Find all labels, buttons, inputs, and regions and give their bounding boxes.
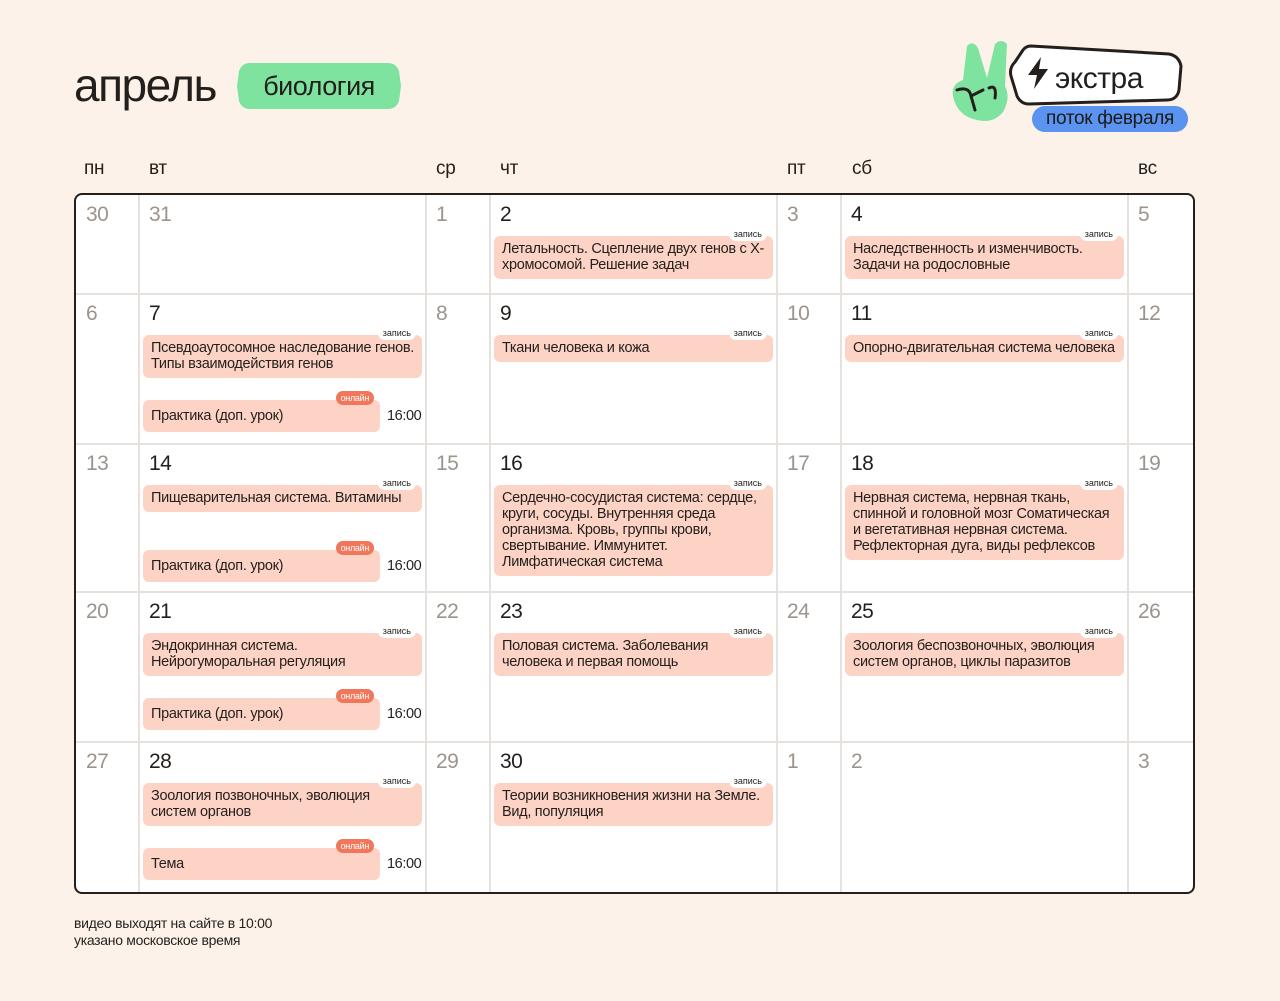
practice-card[interactable]	[143, 691, 380, 730]
day-cell-mon	[76, 592, 139, 742]
record-badge: запись	[729, 624, 767, 638]
lesson-title: Эндокринная система. Нейрогуморальная регуляция	[151, 638, 346, 670]
lesson-card[interactable]	[494, 776, 773, 826]
brand-logo	[945, 38, 1195, 138]
online-badge: онлайн	[336, 391, 374, 405]
subject-badge	[236, 62, 402, 110]
day-cell-mon	[76, 195, 139, 294]
day-number: 18	[851, 452, 874, 475]
day-number: 10	[787, 302, 810, 325]
practice-title: Практика (доп. урок)	[151, 706, 284, 722]
footer-line-video: видео выходят на сайте в 10:00	[74, 915, 273, 931]
record-badge: запись	[378, 774, 416, 788]
subject-label: биология	[263, 70, 375, 101]
online-badge: онлайн	[336, 689, 374, 703]
day-cell-wed	[426, 592, 490, 742]
day-number: 20	[86, 600, 109, 623]
day-number: 17	[787, 452, 810, 475]
day-cell-wed	[426, 742, 490, 892]
day-cell-tue	[139, 592, 426, 742]
lesson-card[interactable]	[845, 328, 1124, 362]
day-number: 7	[149, 302, 161, 325]
day-number: 3	[1138, 750, 1150, 773]
day-cell-tue	[139, 444, 426, 592]
day-number: 28	[149, 750, 172, 773]
lesson-card[interactable]	[845, 478, 1124, 560]
day-cell-sat	[841, 742, 1128, 892]
day-number: 12	[1138, 302, 1161, 325]
day-cell-sat	[841, 592, 1128, 742]
day-number: 14	[149, 452, 172, 475]
online-badge: онлайн	[336, 541, 374, 555]
day-cell-tue	[139, 742, 426, 892]
footer-line-timezone: указано московское время	[74, 932, 241, 948]
day-number: 8	[436, 302, 448, 325]
weekday-wed: ср	[436, 158, 456, 179]
day-number: 1	[436, 203, 448, 226]
lightning-icon	[1025, 56, 1051, 90]
lesson-card[interactable]	[494, 229, 773, 279]
day-cell-fri	[777, 742, 841, 892]
day-cell-wed	[426, 294, 490, 444]
day-cell-sun	[1128, 444, 1193, 592]
lesson-card[interactable]	[143, 328, 422, 378]
lesson-card[interactable]	[143, 626, 422, 676]
day-cell-sun	[1128, 592, 1193, 742]
record-badge: запись	[1080, 326, 1118, 340]
practice-title: Практика (доп. урок)	[151, 558, 284, 574]
record-badge: запись	[729, 476, 767, 490]
day-cell-fri	[777, 592, 841, 742]
day-number: 24	[787, 600, 810, 623]
lesson-title: Зоология позвоночных, эволюция систем органов	[151, 788, 370, 820]
online-badge: онлайн	[336, 839, 374, 853]
lesson-title: Опорно-двигательная система человека	[853, 340, 1115, 356]
weekday-sat: сб	[852, 158, 872, 179]
weekday-mon: пн	[84, 158, 105, 179]
day-cell-sun	[1128, 195, 1193, 294]
day-number: 23	[500, 600, 523, 623]
lesson-title: Наследственность и изменчивость. Задачи на родословные	[853, 241, 1083, 273]
day-number: 26	[1138, 600, 1161, 623]
day-cell-fri	[777, 294, 841, 444]
day-number: 29	[436, 750, 459, 773]
lesson-title: Летальность. Сцепление двух генов с X-хромосомой. Решение задач	[502, 241, 765, 273]
day-number: 3	[787, 203, 799, 226]
day-number: 5	[1138, 203, 1150, 226]
day-cell-sun	[1128, 742, 1193, 892]
day-number: 15	[436, 452, 459, 475]
lesson-card[interactable]	[845, 626, 1124, 676]
day-number: 4	[851, 203, 863, 226]
record-badge: запись	[378, 476, 416, 490]
practice-card[interactable]	[143, 841, 380, 880]
day-cell-thu	[490, 195, 777, 294]
record-badge: запись	[1080, 227, 1118, 241]
day-number: 30	[86, 203, 109, 226]
practice-card[interactable]	[143, 543, 380, 582]
practice-title: Практика (доп. урок)	[151, 408, 284, 424]
practice-time: 16:00	[387, 856, 422, 872]
weekday-tue: вт	[149, 158, 167, 179]
record-badge: запись	[729, 227, 767, 241]
day-number: 30	[500, 750, 523, 773]
lesson-card[interactable]	[143, 478, 422, 512]
day-number: 13	[86, 452, 109, 475]
day-number: 1	[787, 750, 799, 773]
day-cell-thu	[490, 742, 777, 892]
lesson-card[interactable]	[494, 626, 773, 676]
lesson-card[interactable]	[845, 229, 1124, 279]
lesson-title: Половая система. Заболевания человека и первая помощь	[502, 638, 709, 670]
day-cell-fri	[777, 195, 841, 294]
day-cell-wed	[426, 444, 490, 592]
day-cell-sat	[841, 294, 1128, 444]
day-number: 9	[500, 302, 512, 325]
lesson-title: Пищеварительная система. Витамины	[151, 490, 402, 506]
lesson-title: Нервная система, нервная ткань, спинной и головной мозг Соматическая и вегетативная нервная система. Рефлекторная дуга, виды рефлексов	[853, 490, 1110, 554]
stream-pill: поток февраля	[1032, 106, 1188, 132]
day-cell-sun	[1128, 294, 1193, 444]
day-number: 31	[149, 203, 172, 226]
record-badge: запись	[729, 326, 767, 340]
lesson-card[interactable]	[494, 328, 773, 362]
practice-time: 16:00	[387, 408, 422, 424]
lesson-title: Зоология беспозвоночных, эволюция систем органов, циклы паразитов	[853, 638, 1095, 670]
weekday-sun: вс	[1138, 158, 1157, 179]
month-title: апрель	[74, 59, 216, 111]
day-number: 6	[86, 302, 98, 325]
day-number: 19	[1138, 452, 1161, 475]
record-badge: запись	[1080, 624, 1118, 638]
day-number: 2	[851, 750, 863, 773]
day-cell-thu	[490, 294, 777, 444]
day-number: 27	[86, 750, 109, 773]
weekday-thu: чт	[500, 158, 519, 179]
day-number: 21	[149, 600, 172, 623]
practice-title: Тема	[151, 856, 184, 872]
day-cell-thu	[490, 444, 777, 592]
day-cell-tue	[139, 294, 426, 444]
day-number: 25	[851, 600, 874, 623]
day-cell-mon	[76, 444, 139, 592]
day-cell-mon	[76, 742, 139, 892]
day-number: 2	[500, 203, 512, 226]
lesson-card[interactable]	[494, 478, 773, 576]
day-cell-fri	[777, 444, 841, 592]
day-number: 22	[436, 600, 459, 623]
record-badge: запись	[1080, 476, 1118, 490]
lesson-title: Псевдоаутосомное наследование генов. Типы взаимодействия генов	[151, 340, 415, 372]
day-cell-sat	[841, 444, 1128, 592]
day-cell-thu	[490, 592, 777, 742]
practice-card[interactable]	[143, 393, 380, 432]
practice-time: 16:00	[387, 558, 422, 574]
day-cell-sat	[841, 195, 1128, 294]
day-cell-wed	[426, 195, 490, 294]
logo-title: экстра	[1055, 62, 1143, 95]
practice-time: 16:00	[387, 706, 422, 722]
record-badge: запись	[729, 774, 767, 788]
record-badge: запись	[378, 326, 416, 340]
lesson-title: Теории возникновения жизни на Земле. Вид, популяция	[502, 788, 760, 820]
day-number: 11	[851, 302, 872, 325]
day-cell-tue	[139, 195, 426, 294]
calendar-grid	[74, 193, 1195, 894]
lesson-title: Сердечно-сосудистая система: сердце, круги, сосуды. Внутренняя среда организма. Кровь, группы крови, свертывание. Иммунитет. Лимфатическая система	[502, 490, 757, 570]
day-number: 16	[500, 452, 523, 475]
lesson-card[interactable]	[143, 776, 422, 826]
day-cell-mon	[76, 294, 139, 444]
footer-note	[74, 915, 272, 949]
lesson-title: Ткани человека и кожа	[502, 340, 650, 356]
weekday-fri: пт	[787, 158, 806, 179]
record-badge: запись	[378, 624, 416, 638]
